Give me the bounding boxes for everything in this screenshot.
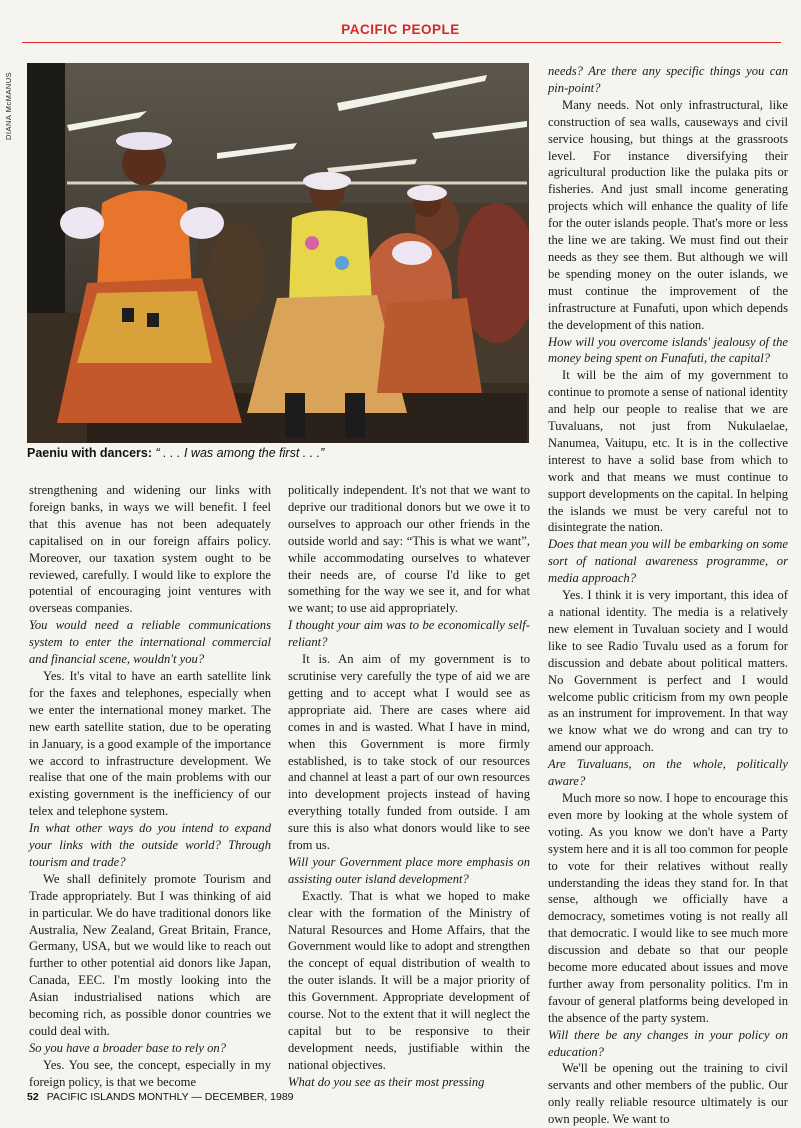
- paragraph: Yes. It's vital to have an earth satellite link for the faxes and telephones, especially when we enter the international money market. The new earth satellite station, due to be operating in January, is a good example of the importance we accord to infrastructure development. We realise that one of the main problems with our existing government is the inefficiency of our telex and telephone system.: [29, 668, 271, 819]
- page-footer: [27, 1091, 294, 1103]
- question: Will your Government place more emphasis on assisting outer island development?: [288, 854, 530, 886]
- question: Will there be any changes in your policy on education?: [548, 1027, 788, 1059]
- paragraph: Many needs. Not only infrastructural, like construction of sea walls, causeways and civil service housing, but things at the grassroots level. For instance diversifying their agricultural production like the pulaka pits or fisheries. And just small income generating projects which will enhance the quality of life for the outer islands people. That's more or less the line we are taking. We must find out their needs as they see them. But although we will be spending money on the outer islands, we must continue the improvement of the infrastructure at Funafuti, upon which depends the development of this nation.: [548, 97, 788, 332]
- section-header: PACIFIC PEOPLE: [341, 22, 460, 37]
- paragraph: Exactly. That is what we hoped to make clear with the formation of the Ministry of Natural Resources and Home Affairs, that the Government would like to adopt and strengthen the concept of equal distribution of wealth to the outer islands. It will be a major priority of this Government. Appropriate development of course. Not to the extent that it will neglect the capital but to be responsive to their development needs, justifiable within the national objectives.: [288, 888, 530, 1072]
- question: What do you see as their most pressing: [288, 1074, 485, 1089]
- photo-credit: DIANA McMANUS: [4, 71, 13, 140]
- page-number: 52: [27, 1091, 39, 1103]
- question: Are Tuvaluans, on the whole, politically aware?: [548, 757, 788, 789]
- question: I thought your aim was to be economically self-reliant?: [288, 618, 530, 650]
- question: How will you overcome islands' jealousy of the money being spent on Funafuti, the capital?: [548, 334, 788, 366]
- caption-quote: “ . . . I was among the first . . .”: [155, 446, 325, 460]
- question: Does that mean you will be embarking on some sort of national awareness programme, or media approach?: [548, 537, 788, 586]
- question: You would need a reliable communications system to enter the international commercial and financial scene, wouldn't you?: [29, 618, 271, 667]
- paragraph: It will be the aim of my government to continue to promote a sense of national identity and help our people to realise that we are Tuvaluans, not just from Nukulaelae, Nanumea, Vaitupu, etc. It is in the collective interest to have a solid base from which to work and that means we must continue to support developments on the capital. In helping the islands we must be very careful not to disintegrate the nation.: [548, 368, 788, 535]
- dancers-photo: [27, 63, 529, 443]
- paragraph: Yes. I think it is very important, this idea of a national identity. The media is a relatively new element in Tuvaluan society and I would like to see Radio Tuvalu used as a forum for discussion and debate about political matters. No Government is perfect and I would welcome public criticism from my own people as an instrument for improvement. In that way we know what we do wrong and can try to amend our approach.: [548, 588, 788, 755]
- paragraph: Much more so now. I hope to encourage this even more by looking at the whole system of voting. As you know we don't have a Party system here and it is all too common for people to vote for their relatives without really understanding the ideas they stand for. In that sense, although we officially have a democracy, sometimes voting is not really all that democratic. I would like to see much more discussion and debate so that our people become more educated about issues and move further away from personality politics. I'm in favour of general platforms being developed in the absence of the party system.: [548, 790, 788, 1025]
- paragraph: strengthening and widening our links with foreign banks, in ways we will benefit. I feel that this avenue has not been adequately capitalised on in our foreign affairs policy. Moreover, our taxation system ought to be reviewed, carefully. I would like to explore the potential of encouraging joint ventures with overseas companies.: [29, 483, 271, 616]
- column-3: [548, 63, 788, 1128]
- paragraph: Yes. You see, the concept, especially in my foreign policy, is that we become: [29, 1057, 271, 1089]
- paragraph: politically independent. It's not that we want to deprive our traditional donors but we owe it to ourselves to approach our other friends in the outside world and say: “This is what we want”, while accommodating ourselves to whatever their needs are, of course I'd like to get something for the way we see it, and for what we want; to use aid appropriately.: [288, 483, 530, 616]
- photo-caption: [27, 446, 529, 460]
- question: So you have a broader base to rely on?: [29, 1040, 227, 1055]
- paragraph: It is. An aim of my government is to scrutinise very carefully the type of aid we are getting and to accept what I would see as appropriate aid. There are cases where aid comes in and is wasted. What I have in mind, when this Government is more firmly established, is to take stock of our resources and channel at least a part of our own resources into development projects instead of having everything totally funded from outside. I am sure this is also what donors would like to see from us.: [288, 652, 530, 853]
- column-2: [288, 482, 530, 1091]
- paragraph: We'll be opening out the training to civil servants and other members of the public. Our only really reliable resource ultimately is our own people. We want to: [548, 1061, 788, 1127]
- caption-bold: Paeniu with dancers:: [27, 446, 153, 460]
- paragraph: We shall definitely promote Tourism and Trade appropriately. But I was thinking of aid in particular. We do have traditional donors like Australia, New Zealand, Great Britain, France, Germany, USA, but we would like to reach out further to other potential aid donors like Japan, Canada, EEC. I'm mostly looking into the Asian industrialised nations which are becoming rich, as possible donor countries we could deal with.: [29, 871, 271, 1038]
- column-1: [29, 482, 271, 1091]
- question: In what other ways do you intend to expand your links with the outside world? Through tourism and trade?: [29, 821, 271, 869]
- header-rule: [22, 42, 781, 43]
- publication-line: PACIFIC ISLANDS MONTHLY — DECEMBER, 1989: [46, 1091, 294, 1103]
- question: needs? Are there any specific things you can pin-point?: [548, 64, 788, 95]
